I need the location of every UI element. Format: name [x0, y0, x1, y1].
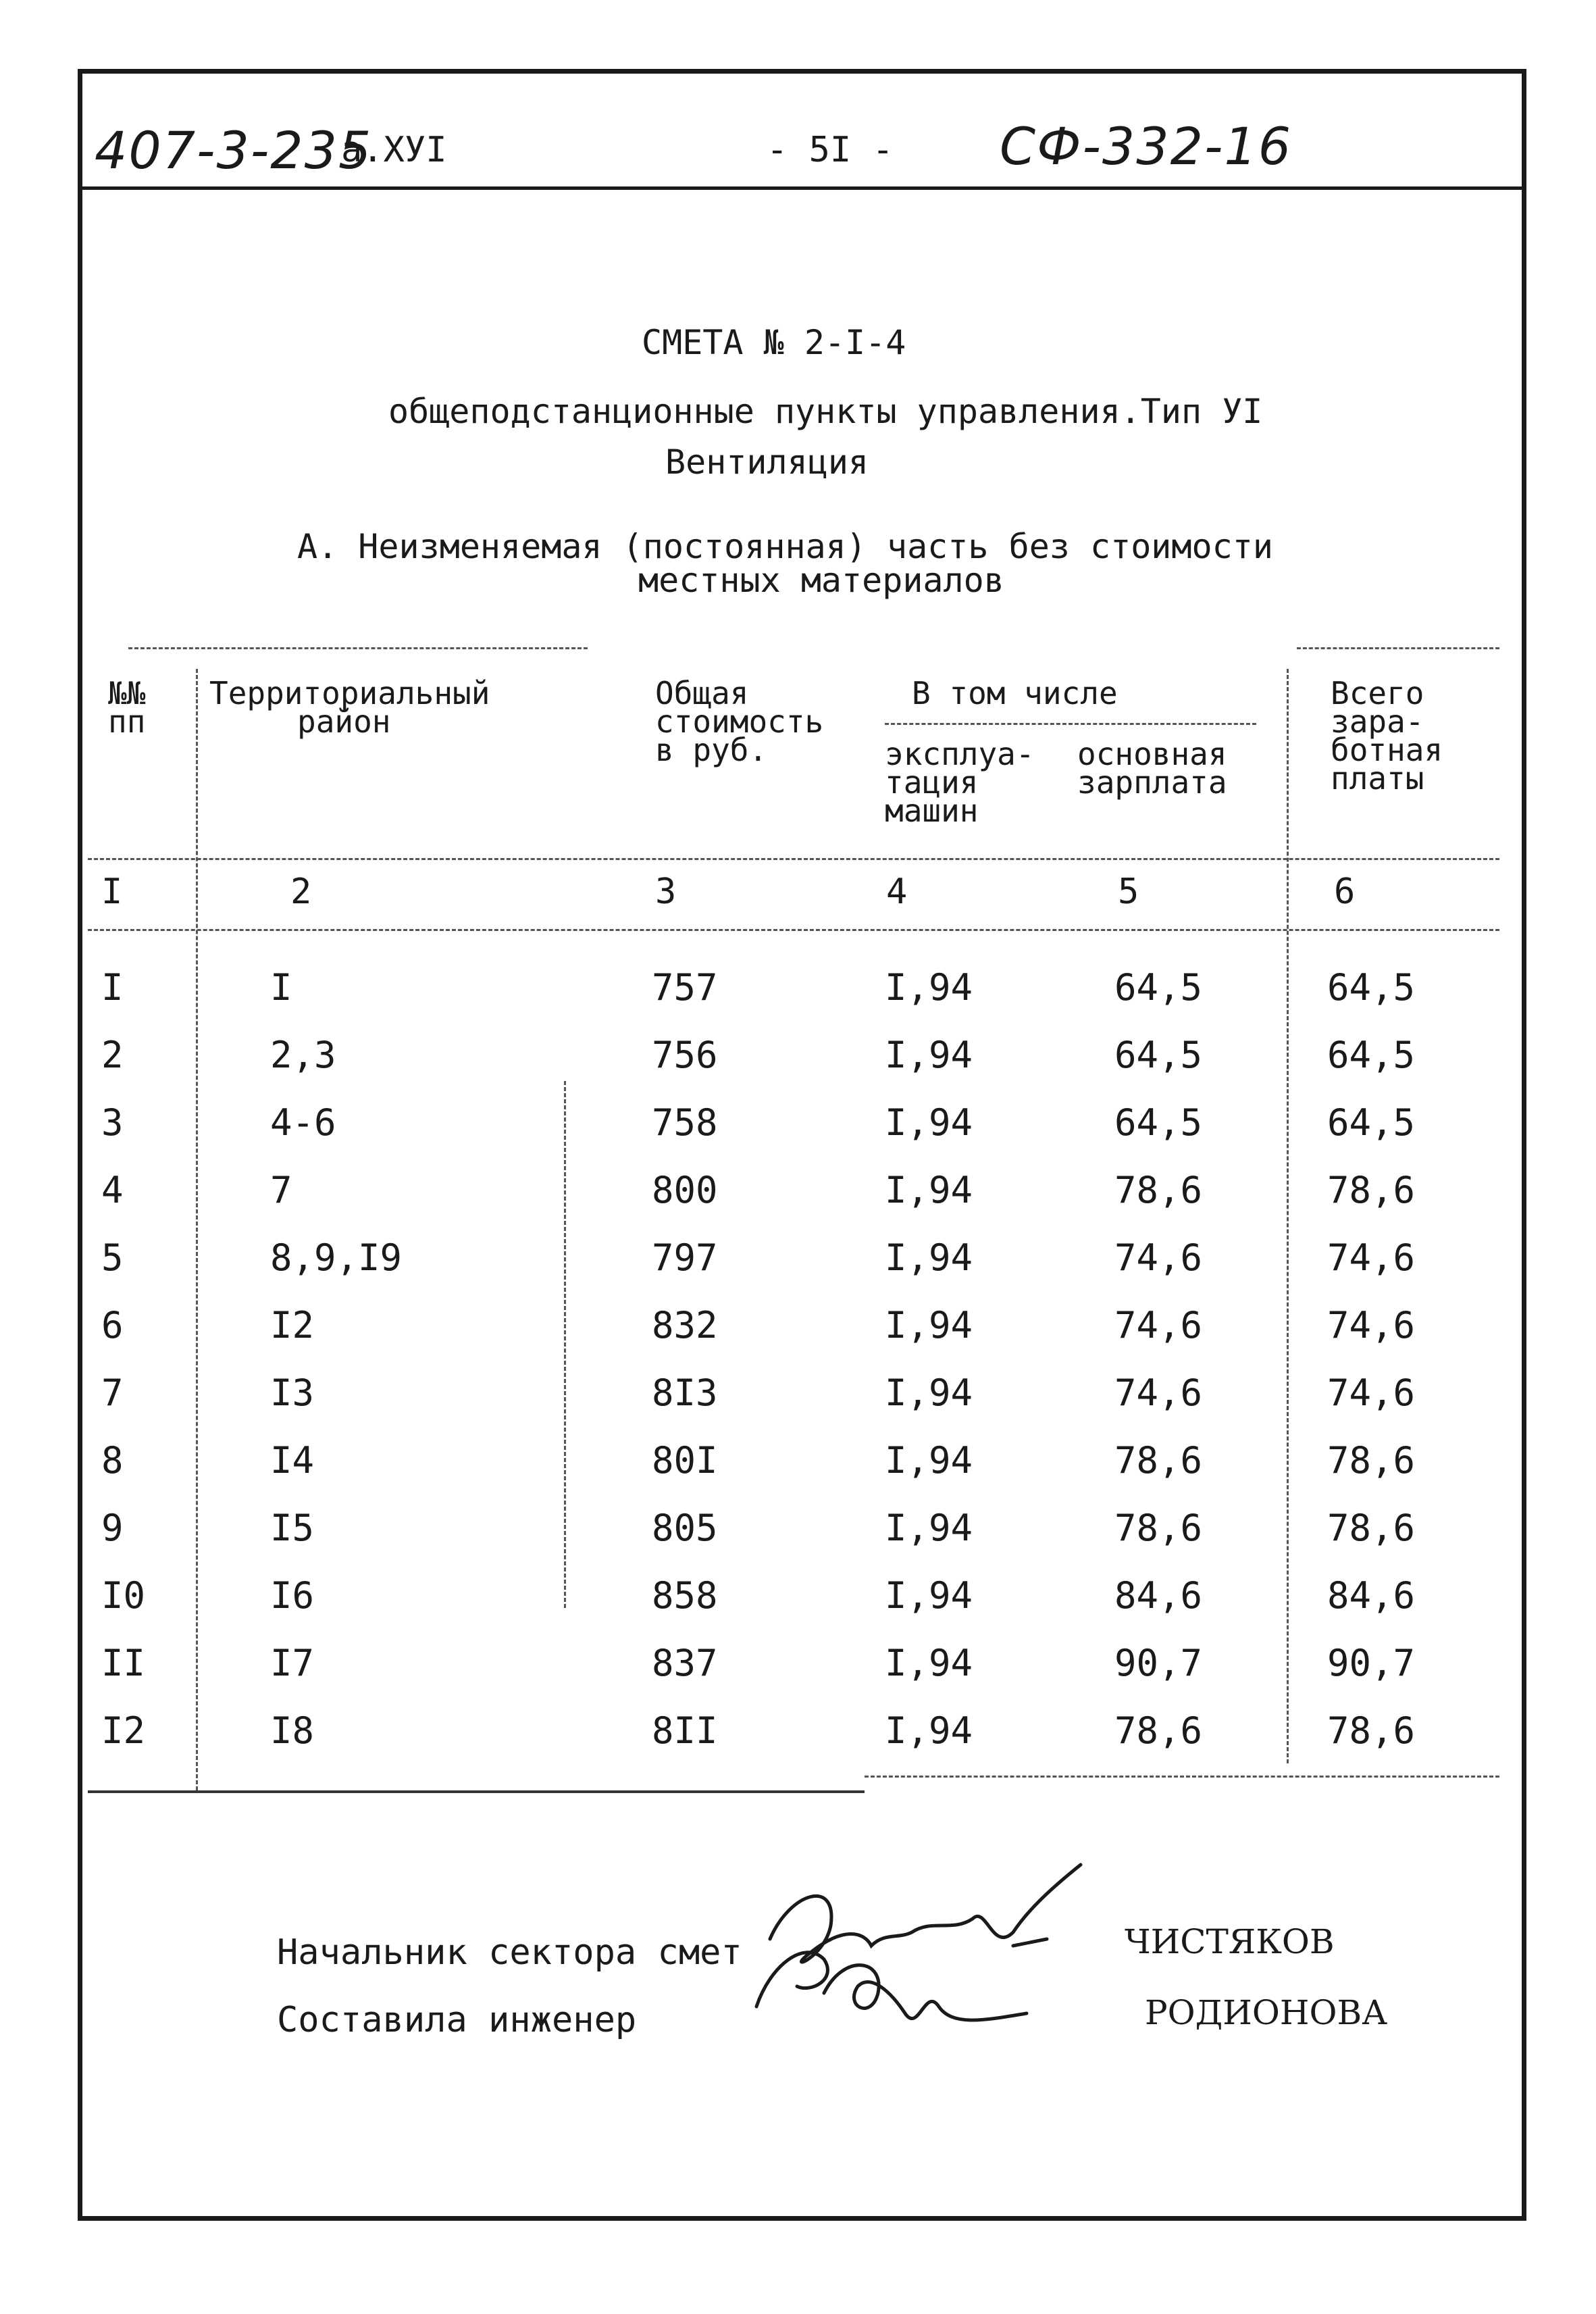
cell-num: 8	[101, 1439, 124, 1482]
header-group-rule	[885, 723, 1256, 725]
header-num: №№ пп	[108, 675, 146, 740]
cell-machines: I,94	[885, 1372, 973, 1414]
cell-machines: I,94	[885, 1304, 973, 1347]
signatory-2-title: Составила инженер	[277, 2000, 637, 2040]
cell-num: I2	[101, 1709, 146, 1752]
colnum-2: 2	[290, 872, 312, 912]
cell-district: I	[270, 966, 292, 1009]
cell-district: 2,3	[270, 1034, 336, 1076]
header-district: Территориальный район	[209, 675, 490, 740]
cell-salary: 74,6	[1114, 1304, 1203, 1347]
cell-total: 8I3	[652, 1372, 718, 1414]
cell-total-wage: 74,6	[1327, 1372, 1416, 1414]
table-bottom-rule-right	[865, 1776, 1499, 1778]
estimate-subsection: Вентиляция	[665, 443, 869, 482]
cell-num: 5	[101, 1236, 124, 1279]
cell-total-wage: 78,6	[1327, 1439, 1416, 1482]
cell-salary: 78,6	[1114, 1439, 1203, 1482]
colnum-6: 6	[1334, 872, 1356, 912]
cell-num: 7	[101, 1372, 124, 1414]
cell-district: 8,9,I9	[270, 1236, 403, 1279]
cell-salary: 90,7	[1114, 1642, 1203, 1684]
cell-salary: 64,5	[1114, 1034, 1203, 1076]
cell-district: I3	[270, 1372, 315, 1414]
cell-machines: I,94	[885, 1439, 973, 1482]
table-top-rule-right	[1297, 647, 1499, 649]
page-number: - 5I -	[767, 130, 894, 170]
signatory-2-name: РОДИОНОВА	[1145, 1993, 1388, 2032]
cell-num: 2	[101, 1034, 124, 1076]
cell-salary: 78,6	[1114, 1709, 1203, 1752]
cell-total-wage: 74,6	[1327, 1236, 1416, 1279]
cell-machines: I,94	[885, 1169, 973, 1211]
cell-total: 797	[652, 1236, 718, 1279]
cell-total-wage: 64,5	[1327, 1034, 1416, 1076]
cell-num: II	[101, 1642, 146, 1684]
cell-total: 837	[652, 1642, 718, 1684]
cell-total: 756	[652, 1034, 718, 1076]
cell-num: 9	[101, 1507, 124, 1549]
cell-num: 3	[101, 1101, 124, 1144]
cell-machines: I,94	[885, 966, 973, 1009]
cell-district: I8	[270, 1709, 315, 1752]
cell-salary: 74,6	[1114, 1236, 1203, 1279]
cell-machines: I,94	[885, 1507, 973, 1549]
cell-total: 832	[652, 1304, 718, 1347]
estimate-title: СМЕТА № 2-I-4	[642, 323, 906, 362]
cell-num: 6	[101, 1304, 124, 1347]
cell-total: 858	[652, 1574, 718, 1617]
estimate-subject: общеподстанционные пункты управления.Тип УI	[388, 392, 1263, 431]
handwritten-signatures	[729, 1851, 1135, 2067]
header-including: В том числе	[912, 675, 1118, 711]
section-heading: А. Неизменяемая (постоянная) часть без стоимости	[297, 527, 1273, 566]
cell-total-wage: 64,5	[1327, 966, 1416, 1009]
cell-machines: I,94	[885, 1574, 973, 1617]
header-total-wages: Всего зара- ботная платы	[1331, 675, 1443, 797]
cell-total-wage: 78,6	[1327, 1169, 1416, 1211]
colnum-4: 4	[886, 872, 908, 912]
cell-total-wage: 90,7	[1327, 1642, 1416, 1684]
cell-total: 758	[652, 1101, 718, 1144]
section-heading-cont: местных материалов	[638, 561, 1004, 600]
cell-total-wage: 78,6	[1327, 1507, 1416, 1549]
cell-total: 757	[652, 966, 718, 1009]
cell-district: I2	[270, 1304, 315, 1347]
cell-salary: 64,5	[1114, 966, 1203, 1009]
header-divider	[78, 186, 1526, 190]
doc-code: 407-3-235	[95, 120, 373, 180]
table-bottom-rule	[88, 1790, 865, 1793]
cell-machines: I,94	[885, 1101, 973, 1144]
sheet-code: СФ-332-16	[1000, 116, 1293, 176]
cell-district: I7	[270, 1642, 315, 1684]
header-machines: эксплуа- тация машин	[885, 736, 1035, 829]
cell-salary: 74,6	[1114, 1372, 1203, 1414]
colnum-5: 5	[1118, 872, 1139, 912]
cell-total-wage: 74,6	[1327, 1304, 1416, 1347]
cell-salary: 64,5	[1114, 1101, 1203, 1144]
cell-machines: I,94	[885, 1034, 973, 1076]
signatory-1-title: Начальник сектора смет	[277, 1932, 742, 1973]
cell-total: 8II	[652, 1709, 718, 1752]
cell-district: 7	[270, 1169, 292, 1211]
cell-total: 805	[652, 1507, 718, 1549]
cell-total-wage: 78,6	[1327, 1709, 1416, 1752]
table-top-rule	[128, 647, 588, 649]
cell-total-wage: 84,6	[1327, 1574, 1416, 1617]
cell-district: I6	[270, 1574, 315, 1617]
cell-total: 800	[652, 1169, 718, 1211]
cell-num: 4	[101, 1169, 124, 1211]
cell-district: I5	[270, 1507, 315, 1549]
cell-salary: 78,6	[1114, 1169, 1203, 1211]
colnum-3: 3	[655, 872, 677, 912]
col-sep-2	[564, 1081, 566, 1608]
cell-total-wage: 64,5	[1327, 1101, 1416, 1144]
colnum-1: I	[101, 872, 123, 912]
col-sep-1	[196, 669, 198, 1790]
cell-total: 80I	[652, 1439, 718, 1482]
header-base-salary: основная зарплата	[1077, 736, 1227, 801]
cell-salary: 78,6	[1114, 1507, 1203, 1549]
header-total-cost: Общая стоимость в руб.	[655, 675, 824, 768]
cell-machines: I,94	[885, 1236, 973, 1279]
album-number: а.XУI	[341, 130, 447, 170]
cell-machines: I,94	[885, 1642, 973, 1684]
cell-district: 4-6	[270, 1101, 336, 1144]
cell-district: I4	[270, 1439, 315, 1482]
signatory-1-name: ЧИСТЯКОВ	[1125, 1922, 1335, 1961]
col-sep-5	[1287, 669, 1289, 1763]
cell-num: I0	[101, 1574, 146, 1617]
cell-num: I	[101, 966, 124, 1009]
cell-salary: 84,6	[1114, 1574, 1203, 1617]
cell-machines: I,94	[885, 1709, 973, 1752]
